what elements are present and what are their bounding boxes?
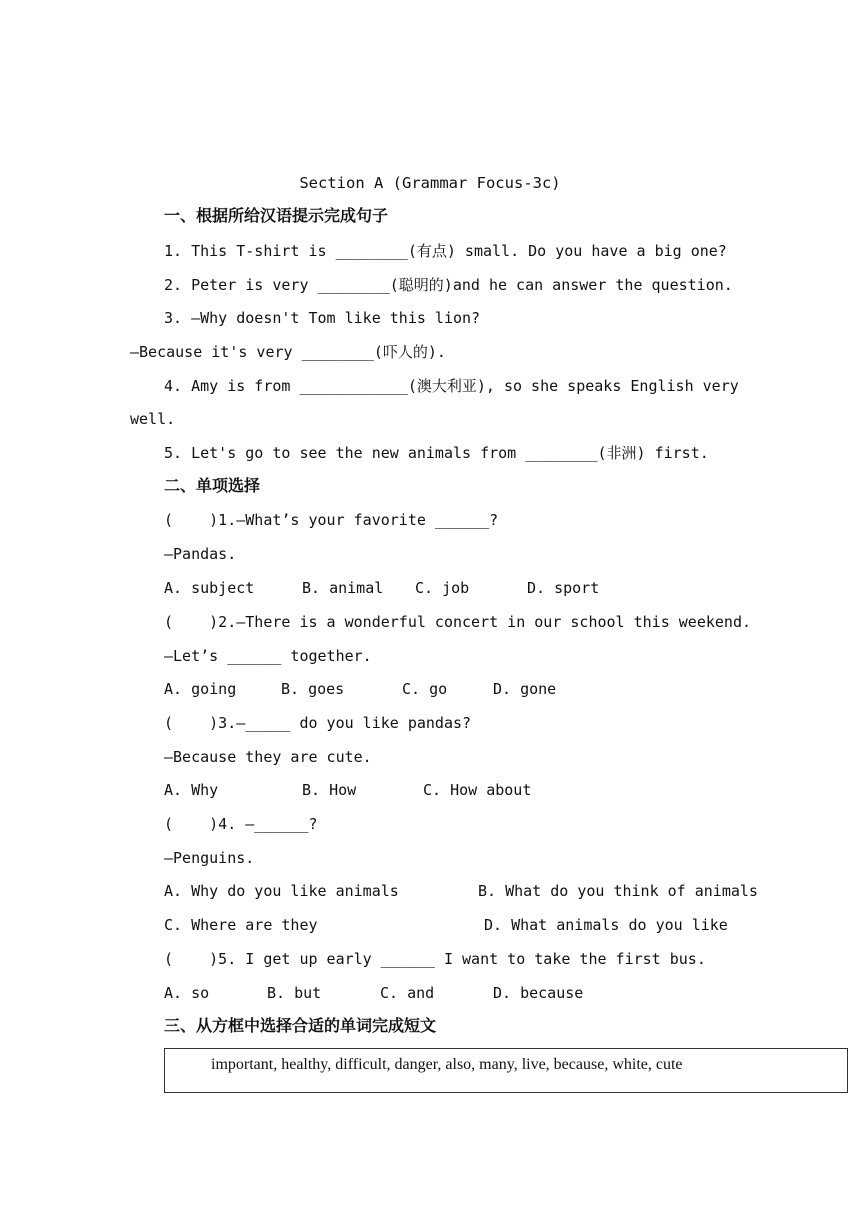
question-2-3-option-c: C. How about xyxy=(423,781,532,799)
question-1-3: 3. —Why doesn't Tom like this lion? xyxy=(164,309,481,327)
question-2-3-option-b: B. How xyxy=(302,781,357,799)
question-2-2-answer: —Let’s ______ together. xyxy=(164,647,372,665)
page-title: Section A (Grammar Focus-3c) xyxy=(299,174,561,192)
word-bank-box xyxy=(164,1048,848,1093)
question-2-4-answer: —Penguins. xyxy=(164,849,255,867)
question-1-4: 4. Amy is from ____________(澳大利亚), so she speaks English very xyxy=(164,377,739,395)
question-2-3-stem: ( )3.—_____ do you like pandas? xyxy=(164,714,472,732)
question-2-4-stem: ( )4. —______? xyxy=(164,815,318,833)
question-2-2-stem: ( )2.—There is a wonderful concert in our school this weekend. xyxy=(164,613,751,631)
question-2-1-option-d: D. sport xyxy=(527,579,600,597)
question-1-3-response: —Because it's very ________(吓人的). xyxy=(130,343,446,361)
question-2-2-option-a: A. going xyxy=(164,680,237,698)
question-2-1-answer: —Pandas. xyxy=(164,545,237,563)
question-2-5-stem: ( )5. I get up early ______ I want to take the first bus. xyxy=(164,950,706,968)
question-2-1-option-c: C. job xyxy=(415,579,470,597)
question-2-5-option-b: B. but xyxy=(267,984,322,1002)
question-2-3-option-a: A. Why xyxy=(164,781,219,799)
question-1-2: 2. Peter is very ________(聪明的)and he can answer the question. xyxy=(164,276,733,294)
question-2-3-answer: —Because they are cute. xyxy=(164,748,372,766)
question-1-1: 1. This T-shirt is ________(有点) small. Do you have a big one? xyxy=(164,242,727,260)
section-heading-3: 三、从方框中选择合适的单词完成短文 xyxy=(164,1016,437,1035)
word-bank-text: important, healthy, difficult, danger, also, many, live, because, white, cute xyxy=(211,1056,683,1073)
question-2-1-option-a: A. subject xyxy=(164,579,255,597)
section-heading-1: 一、根据所给汉语提示完成句子 xyxy=(164,206,389,225)
question-2-2-option-d: D. gone xyxy=(493,680,557,698)
section-heading-2: 二、单项选择 xyxy=(164,476,261,495)
question-2-1-option-b: B. animal xyxy=(302,579,384,597)
question-2-4-option-c: C. Where are they xyxy=(164,916,318,934)
question-2-1-stem: ( )1.—What’s your favorite ______? xyxy=(164,511,499,529)
question-2-2-option-c: C. go xyxy=(402,680,448,698)
question-2-5-option-d: D. because xyxy=(493,984,584,1002)
question-2-5-option-c: C. and xyxy=(380,984,435,1002)
question-2-4-option-a: A. Why do you like animals xyxy=(164,882,399,900)
question-1-5: 5. Let's go to see the new animals from ________(非洲) first. xyxy=(164,444,709,462)
question-1-4-continued: well. xyxy=(130,410,176,428)
question-2-2-option-b: B. goes xyxy=(281,680,345,698)
question-2-5-option-a: A. so xyxy=(164,984,210,1002)
question-2-4-option-b: B. What do you think of animals xyxy=(478,882,758,900)
question-2-4-option-d: D. What animals do you like xyxy=(484,916,728,934)
